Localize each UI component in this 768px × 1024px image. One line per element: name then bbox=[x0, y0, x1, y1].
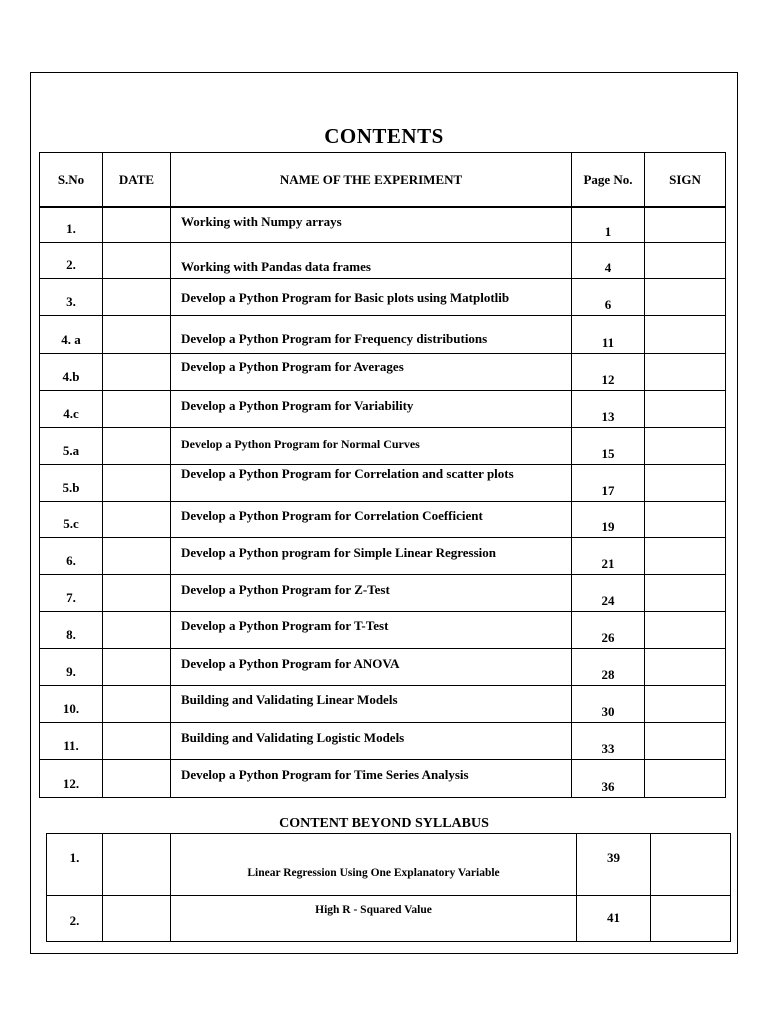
table-row bbox=[40, 278, 726, 315]
experiment-name: Develop a Python Program for Averages bbox=[181, 358, 404, 374]
sno-cell bbox=[40, 427, 103, 464]
page-number-cell bbox=[572, 464, 645, 501]
page-number: 33 bbox=[601, 740, 615, 756]
sno-text: 7. bbox=[66, 589, 76, 605]
experiment-name-cell bbox=[171, 537, 572, 574]
sno-cell bbox=[40, 574, 103, 611]
experiment-name: Develop a Python Program for ANOVA bbox=[181, 655, 400, 671]
sno-cell bbox=[40, 685, 103, 722]
page-number: 12 bbox=[601, 371, 615, 387]
date-cell bbox=[103, 759, 171, 797]
sign-cell bbox=[651, 896, 731, 942]
sno-text: 4.b bbox=[62, 368, 80, 384]
page-number-cell bbox=[572, 648, 645, 685]
table-row bbox=[40, 501, 726, 537]
page-number-cell bbox=[572, 501, 645, 537]
date-cell bbox=[103, 685, 171, 722]
sno-text: 12. bbox=[62, 775, 80, 791]
experiment-name-cell bbox=[171, 207, 572, 242]
date-cell bbox=[103, 896, 171, 942]
page-number-cell bbox=[572, 207, 645, 242]
page-number-cell bbox=[572, 722, 645, 759]
header-page: Page No. bbox=[572, 153, 645, 208]
experiment-name: Develop a Python Program for Normal Curves bbox=[181, 436, 420, 451]
sno-cell bbox=[40, 611, 103, 648]
sno-text: 5.b bbox=[62, 479, 80, 495]
date-cell bbox=[103, 537, 171, 574]
beyond-row bbox=[47, 896, 731, 942]
sign-cell bbox=[645, 722, 726, 759]
sno-cell bbox=[40, 501, 103, 537]
header-sno: S.No bbox=[40, 153, 103, 208]
experiment-name: Develop a Python Program for Time Series Analysis bbox=[181, 766, 469, 782]
experiment-name: Linear Regression Using One Explanatory Variable bbox=[247, 867, 500, 879]
date-cell bbox=[103, 315, 171, 353]
sno-text: 8. bbox=[66, 626, 76, 642]
experiment-name-cell bbox=[171, 896, 577, 942]
page-number-cell bbox=[572, 685, 645, 722]
sign-cell bbox=[645, 390, 726, 427]
page-number: 6 bbox=[604, 296, 612, 312]
page-number: 15 bbox=[601, 445, 615, 461]
table-row bbox=[40, 315, 726, 353]
table-row bbox=[40, 722, 726, 759]
header-sign: SIGN bbox=[645, 153, 726, 208]
sno-cell bbox=[40, 537, 103, 574]
experiment-name-cell bbox=[171, 611, 572, 648]
sign-cell bbox=[645, 537, 726, 574]
table-row bbox=[40, 574, 726, 611]
table-row bbox=[40, 759, 726, 797]
date-cell bbox=[103, 722, 171, 759]
date-cell bbox=[103, 278, 171, 315]
page-title: CONTENTS bbox=[324, 124, 444, 148]
experiment-name-cell bbox=[171, 685, 572, 722]
experiment-name-cell bbox=[171, 759, 572, 797]
date-cell bbox=[103, 648, 171, 685]
date-cell bbox=[103, 501, 171, 537]
sno-cell bbox=[47, 896, 103, 942]
header-name: NAME OF THE EXPERIMENT bbox=[171, 153, 572, 208]
page-number-cell bbox=[572, 759, 645, 797]
page-number: 19 bbox=[601, 518, 615, 534]
page-number-cell bbox=[572, 278, 645, 315]
experiment-name-cell bbox=[171, 242, 572, 278]
sno-text: 6. bbox=[66, 552, 76, 568]
sno-cell bbox=[40, 722, 103, 759]
sno-text: 2. bbox=[66, 256, 76, 272]
sno-cell bbox=[47, 834, 103, 896]
date-cell bbox=[103, 611, 171, 648]
table-row bbox=[40, 207, 726, 242]
sno-cell bbox=[40, 207, 103, 242]
sno-text: 5.c bbox=[63, 515, 79, 531]
sign-cell bbox=[645, 242, 726, 278]
page-number-cell bbox=[572, 390, 645, 427]
sno-cell bbox=[40, 315, 103, 353]
experiment-name-cell bbox=[171, 834, 577, 896]
page-number: 41 bbox=[607, 910, 620, 925]
sign-cell bbox=[645, 648, 726, 685]
experiment-name: Building and Validating Linear Models bbox=[181, 691, 398, 707]
sno-text: 4. a bbox=[61, 331, 81, 347]
date-cell bbox=[103, 464, 171, 501]
experiment-name: Building and Validating Logistic Models bbox=[181, 729, 405, 745]
page-number-cell bbox=[577, 896, 651, 942]
page-number: 1 bbox=[604, 223, 612, 239]
page-number-cell bbox=[572, 315, 645, 353]
date-cell bbox=[103, 834, 171, 896]
sno-text: 2. bbox=[69, 913, 80, 928]
sno-cell bbox=[40, 759, 103, 797]
table-row bbox=[40, 685, 726, 722]
sno-cell bbox=[40, 353, 103, 390]
page-number: 36 bbox=[601, 778, 615, 794]
table-row bbox=[40, 353, 726, 390]
experiment-name: Develop a Python Program for Correlation and scatter plots bbox=[181, 465, 514, 481]
date-cell bbox=[103, 427, 171, 464]
page-number: 30 bbox=[601, 703, 615, 719]
sno-cell bbox=[40, 648, 103, 685]
page-number-cell bbox=[572, 353, 645, 390]
table-row bbox=[40, 537, 726, 574]
page-number-cell bbox=[572, 537, 645, 574]
sign-cell bbox=[651, 834, 731, 896]
sign-cell bbox=[645, 278, 726, 315]
sign-cell bbox=[645, 464, 726, 501]
experiment-name: Develop a Python program for Simple Linear Regression bbox=[181, 544, 497, 560]
experiment-name: Develop a Python Program for Frequency distributions bbox=[181, 330, 488, 346]
sno-text: 9. bbox=[66, 663, 76, 679]
experiment-name: Develop a Python Program for Z-Test bbox=[181, 581, 390, 597]
page-number-cell bbox=[572, 427, 645, 464]
experiment-name: Develop a Python Program for Correlation Coefficient bbox=[181, 507, 483, 523]
contents-table bbox=[39, 152, 726, 798]
experiment-name-cell bbox=[171, 278, 572, 315]
experiment-name-cell bbox=[171, 501, 572, 537]
beyond-syllabus-title: CONTENT BEYOND SYLLABUS bbox=[279, 816, 489, 831]
sign-cell bbox=[645, 207, 726, 242]
sno-text: 1. bbox=[69, 850, 80, 865]
sno-text: 11. bbox=[63, 737, 79, 753]
sno-text: 4.c bbox=[63, 405, 79, 421]
sno-cell bbox=[40, 278, 103, 315]
sign-cell bbox=[645, 315, 726, 353]
experiment-name: Develop a Python Program for Variability bbox=[181, 397, 414, 413]
sno-text: 3. bbox=[66, 293, 76, 309]
table-header-row bbox=[40, 153, 726, 208]
page-number: 21 bbox=[601, 555, 615, 571]
sno-cell bbox=[40, 464, 103, 501]
sno-text: 1. bbox=[66, 220, 76, 236]
sign-cell bbox=[645, 427, 726, 464]
page-number: 4 bbox=[604, 259, 612, 275]
experiment-name: High R - Squared Value bbox=[315, 904, 432, 916]
table-row bbox=[40, 464, 726, 501]
page-number-cell bbox=[577, 834, 651, 896]
experiment-name: Develop a Python Program for T-Test bbox=[181, 617, 389, 633]
table-row bbox=[40, 390, 726, 427]
beyond-row bbox=[47, 834, 731, 896]
table-row bbox=[40, 242, 726, 278]
experiment-name-cell bbox=[171, 464, 572, 501]
page-number: 17 bbox=[601, 482, 615, 498]
date-cell bbox=[103, 353, 171, 390]
sign-cell bbox=[645, 353, 726, 390]
page-number-cell bbox=[572, 574, 645, 611]
experiment-name: Working with Numpy arrays bbox=[181, 214, 342, 229]
sign-cell bbox=[645, 685, 726, 722]
experiment-name-cell bbox=[171, 390, 572, 427]
page-number-cell bbox=[572, 611, 645, 648]
page-number: 26 bbox=[601, 629, 615, 645]
sign-cell bbox=[645, 759, 726, 797]
page-number: 28 bbox=[601, 666, 615, 682]
page-number: 24 bbox=[601, 592, 615, 608]
page-number-cell bbox=[572, 242, 645, 278]
experiment-name: Working with Pandas data frames bbox=[181, 258, 371, 274]
sno-text: 10. bbox=[62, 700, 80, 716]
table-row bbox=[40, 648, 726, 685]
experiment-name-cell bbox=[171, 574, 572, 611]
date-cell bbox=[103, 390, 171, 427]
date-cell bbox=[103, 207, 171, 242]
date-cell bbox=[103, 574, 171, 611]
sign-cell bbox=[645, 501, 726, 537]
date-cell bbox=[103, 242, 171, 278]
experiment-name-cell bbox=[171, 648, 572, 685]
beyond-syllabus-table bbox=[46, 833, 731, 942]
table-row bbox=[40, 427, 726, 464]
sno-cell bbox=[40, 390, 103, 427]
header-date: DATE bbox=[103, 153, 171, 208]
experiment-name-cell bbox=[171, 427, 572, 464]
sign-cell bbox=[645, 574, 726, 611]
sno-text: 5.a bbox=[62, 442, 80, 458]
page-number: 39 bbox=[607, 850, 620, 865]
table-row bbox=[40, 611, 726, 648]
sno-cell bbox=[40, 242, 103, 278]
experiment-name-cell bbox=[171, 353, 572, 390]
experiment-name: Develop a Python Program for Basic plots using Matplotlib bbox=[181, 289, 510, 305]
page-number: 11 bbox=[601, 334, 615, 350]
page-number: 13 bbox=[601, 408, 615, 424]
experiment-name-cell bbox=[171, 722, 572, 759]
experiment-name-cell bbox=[171, 315, 572, 353]
sign-cell bbox=[645, 611, 726, 648]
